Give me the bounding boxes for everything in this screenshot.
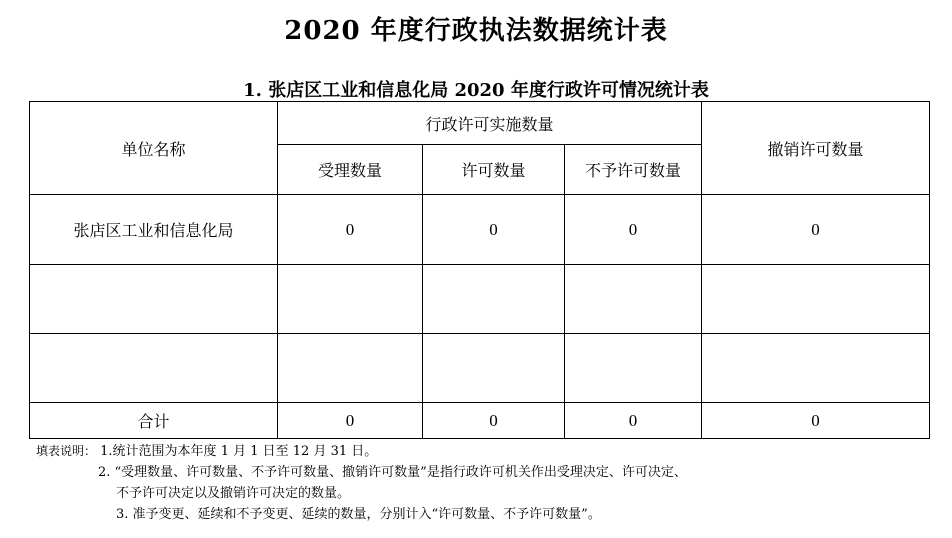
row-accepted: 0 (278, 195, 423, 265)
total-accepted: 0 (278, 403, 423, 439)
note-text-1: 1.统计范围为本年度 1 月 1 日至 12 月 31 日。 (100, 444, 378, 459)
table-row (30, 195, 930, 265)
row-unit-name: 张店区工业和信息化局 (30, 195, 278, 265)
row-revoked: 0 (702, 195, 930, 265)
row-not-permitted (565, 265, 702, 334)
header-unit-name: 单位名称 (30, 102, 278, 195)
note-line-3: 3. 准予变更、延续和不予变更、延续的数量，分别计入“许可数量、不予许可数量”。 (116, 507, 601, 522)
note-line-2b: 不予许可决定以及撤销许可决定的数量。 (116, 486, 351, 501)
row-unit-name (30, 334, 278, 403)
table-row (30, 265, 930, 334)
notes-label: 填表说明： (36, 444, 97, 458)
total-permitted: 0 (423, 403, 565, 439)
row-revoked (702, 334, 930, 403)
note-line-2a: 2. “受理数量、许可数量、不予许可数量、撤销许可数量”是指行政许可机关作出受理决定、许可决定、 (98, 465, 687, 480)
total-revoked: 0 (702, 403, 930, 439)
total-not-permitted: 0 (565, 403, 702, 439)
header-not-permitted-count: 不予许可数量 (565, 145, 702, 195)
row-permitted (423, 265, 565, 334)
row-permitted: 0 (423, 195, 565, 265)
header-admin-permit-group: 行政许可实施数量 (278, 102, 702, 145)
header-accepted-count: 受理数量 (278, 145, 423, 195)
document-title: 2020 年度行政执法数据统计表 (284, 16, 668, 46)
row-accepted (278, 334, 423, 403)
row-permitted (423, 334, 565, 403)
total-label: 合计 (30, 403, 278, 439)
total-row (30, 403, 930, 439)
note-line-1 (36, 441, 936, 462)
row-not-permitted: 0 (565, 195, 702, 265)
header-permitted-count: 许可数量 (423, 145, 565, 195)
fill-instructions (36, 441, 936, 525)
row-revoked (702, 265, 930, 334)
header-revoked-count: 撤销许可数量 (702, 102, 930, 195)
row-not-permitted (565, 334, 702, 403)
table-row (30, 334, 930, 403)
permit-stats-table (29, 101, 930, 439)
table-subtitle: 1. 张店区工业和信息化局 2020 年度行政许可情况统计表 (243, 80, 709, 101)
header-row-1 (30, 102, 930, 145)
row-accepted (278, 265, 423, 334)
row-unit-name (30, 265, 278, 334)
